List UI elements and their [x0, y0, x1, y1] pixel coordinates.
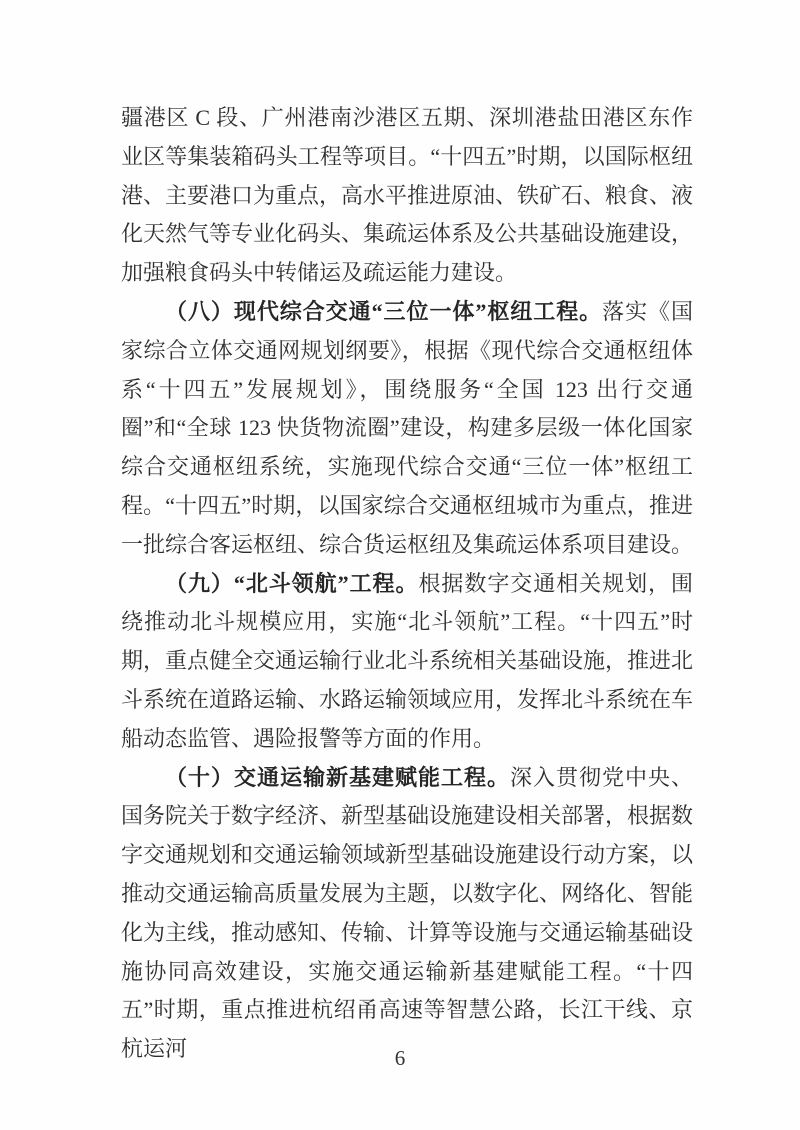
paragraph	[121, 759, 693, 1069]
body-text: 深入贯彻党中央、国务院关于数字经济、新型基础设施建设相关部署，根据数字交通规划和交通运输领域新型基础设施建设行动方案，以推动交通运输高质量发展为主题，以数字化、网络化、智能化为主线，推动感知、传输、计算等设施与交通运输基础设施协同高效建设，实施交通运输新基建赋能工程。“十四五”时期，重点推进杭绍甬高速等智慧公路，长江干线、京杭运河	[121, 764, 694, 1062]
paragraph	[121, 99, 693, 293]
page-number: 6	[394, 1046, 406, 1070]
section-heading: （十）交通运输新基建赋能工程。	[165, 764, 510, 790]
body-text: 疆港区 C 段、广州港南沙港区五期、深圳港盐田港区东作业区等集装箱码头工程等项目。“十四五”时期，以国际枢纽港、主要港口为重点，高水平推进原油、铁矿石、粮食、液化天然气等专业化码头、集疏运体系及公共基础设施建设，加强粮食码头中转储运及疏运能力建设。	[121, 105, 694, 286]
section-heading: （八）现代综合交通“三位一体”枢纽工程。	[165, 298, 603, 324]
section-heading: （九）“北斗领航”工程。	[165, 570, 419, 596]
document-body	[121, 99, 693, 1069]
paragraph	[121, 565, 693, 759]
body-text: 根据数字交通相关规划，围绕推动北斗规模应用，实施“北斗领航”工程。“十四五”时期，重点健全交通运输行业北斗系统相关基础设施，推进北斗系统在道路运输、水路运输领域应用，发挥北斗系统在车船动态监管、遇险报警等方面的作用。	[121, 570, 694, 751]
paragraph	[121, 293, 693, 565]
body-text: 落实《国家综合立体交通网规划纲要》，根据《现代综合交通枢纽体系“十四五”发展规划》，围绕服务“全国 123 出行交通圈”和“全球 123 快货物流圈”建设，构建多层级一体化国家综合交通枢纽系统，实施现代综合交通“三位一体”枢纽工程。“十四五”时期，以国家综合交通枢纽城市为重点，推进一批综合客运枢纽、综合货运枢纽及集疏运体系项目建设。	[121, 298, 694, 557]
